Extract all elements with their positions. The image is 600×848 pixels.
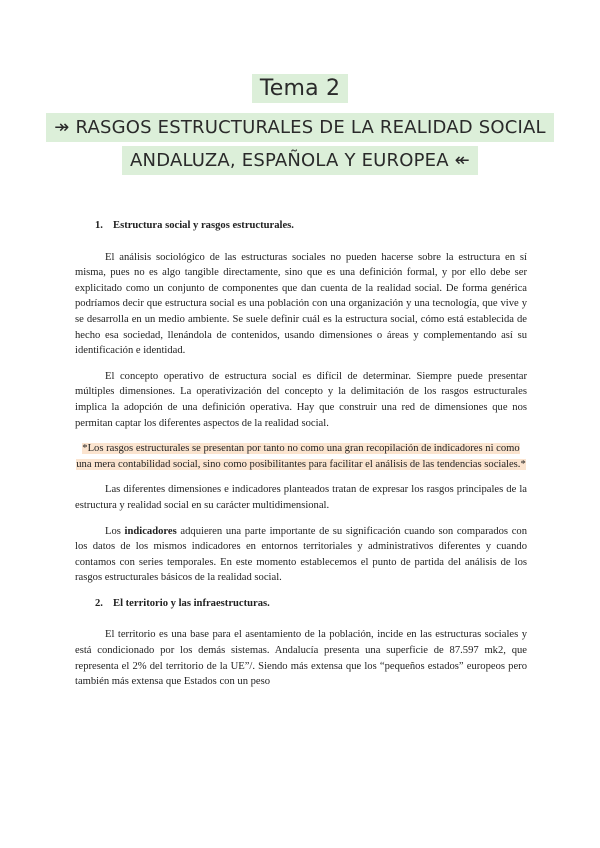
title-block (0, 74, 600, 175)
highlighted-quote (75, 441, 527, 472)
section-1-number: 1. (95, 220, 103, 231)
section-2-heading (95, 596, 527, 612)
section-1-paragraph-1: El análisis sociológico de las estructuras sociales no pueden hacerse sobre la estructura en sí misma, pues no es algo tangible directamente, sino que es una definición formal, y por ello debe ser explicitado como un conjunto de componentes que dan cuenta de la realidad social. De forma genérica podríamos decir que estructura social es una población con una organización y una tecnología, que vive y se desarrolla en un medio ambiente. Se suele definir cuál es la estructura social, cómo está establecida de hecho esa sociedad, llenándola de contenidos, usando dimensiones o áreas y complementando así su identificación e identidad. (75, 251, 527, 357)
p4-rest: adquieren una parte importante de su significación cuando son comparados con los datos de los mismos indicadores en entornos territoriales y administrativos diferentes y cuando contamos con series temporales. En este momento establecemos el punto de partida del análisis de los rasgos estructurales básicos de la realidad social. (75, 525, 527, 584)
section-1-paragraph-4 (75, 524, 527, 586)
p4-lead: Los (105, 525, 125, 537)
section-2-number: 2. (95, 597, 103, 609)
document-body (75, 218, 527, 700)
section-2-paragraph-1: El territorio es una base para el asentamiento de la población, incide en las estructuras sociales y está condicionado por los demás sistemas. Andalucía presenta una superficie de 87.597 mk2, que representa el 2% del territorio de la UE”/. Siendo más extensa que los “pequeños estados” europeos pero también más extensa que Estados con un peso (75, 629, 527, 688)
subtitle-line-2: ANDALUZA, ESPAÑOLA Y EUROPEA ↞ (122, 146, 478, 175)
section-1-paragraph-3: Las diferentes dimensiones e indicadores planteados tratan de expresar los rasgos principales de la estructura y realidad social en su carácter multidimensional. (75, 484, 527, 511)
document-title: Tema 2 (252, 74, 348, 103)
highlighted-quote-text: *Los rasgos estructurales se presentan por tanto no como una gran recopilación de indicadores ni como una mera contabilidad social, sino como posibilitantes para facilitar el análisis de las tendencias sociales.* (76, 443, 526, 470)
section-2-title: El territorio y las infraestructuras. (113, 597, 270, 609)
section-1-heading (95, 218, 527, 234)
section-1-title: Estructura social y rasgos estructurales. (113, 220, 294, 231)
section-1-paragraph-2: El concepto operativo de estructura social es difícil de determinar. Siempre puede presentar múltiples dimensiones. La operativización del concepto y la delimitación de los rasgos estructurales implica la adopción de una definición operativa. Hay que construir una red de dimensiones que nos permitan captar los diferentes aspectos de la realidad social. (75, 370, 527, 429)
keyword-indicadores: indicadores (124, 525, 177, 537)
subtitle-line-1: ↠ RASGOS ESTRUCTURALES DE LA REALIDAD SOCIAL (46, 113, 553, 142)
